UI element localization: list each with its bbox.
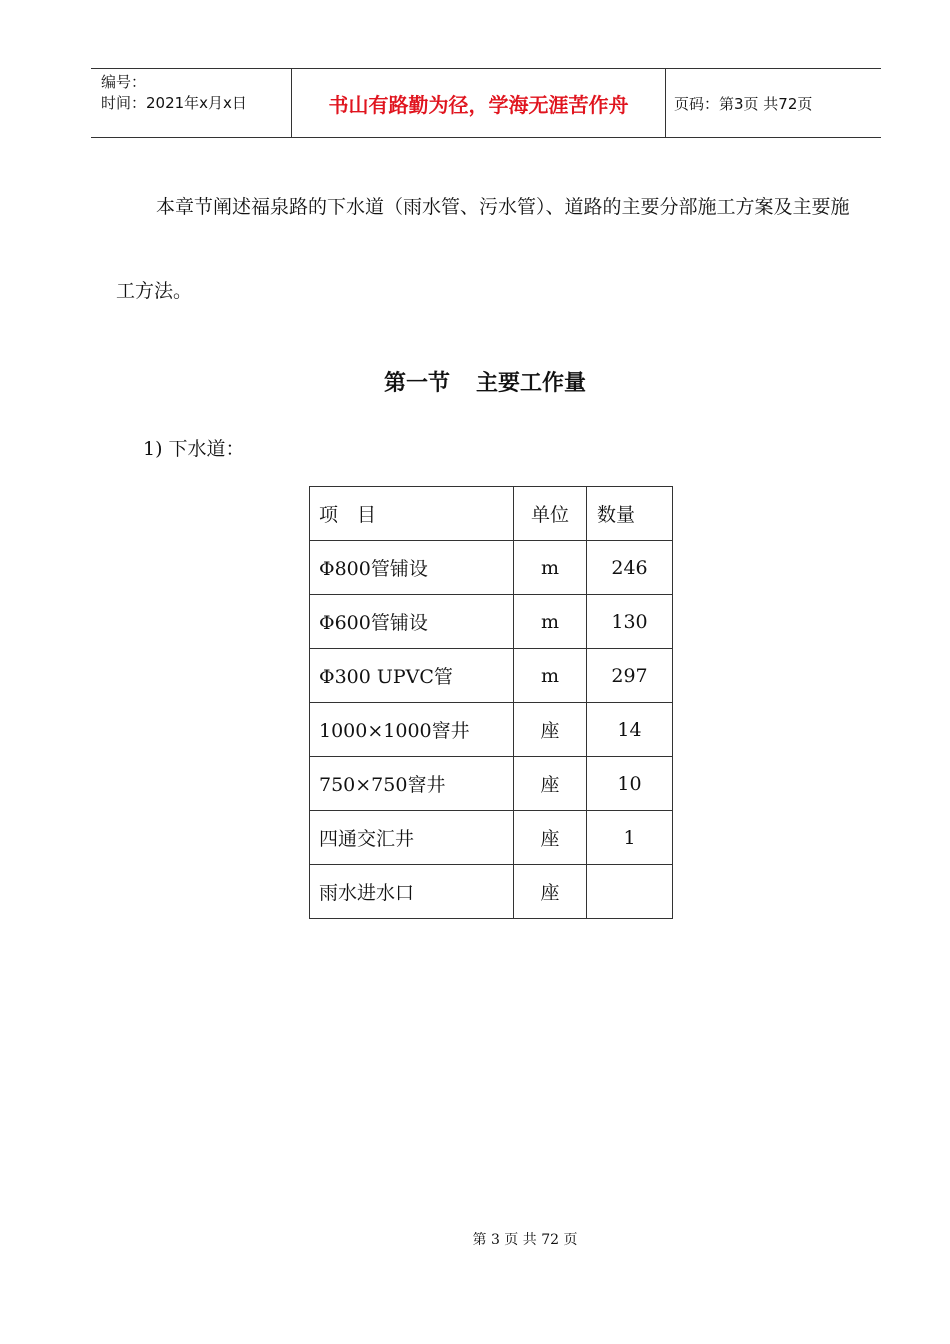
cell-quantity: 10	[587, 757, 673, 811]
table-row	[310, 811, 673, 865]
table-row	[310, 865, 673, 919]
cell-quantity	[587, 865, 673, 919]
cell-quantity: 246	[587, 541, 673, 595]
table-row	[310, 757, 673, 811]
quantity-table	[309, 486, 673, 919]
cell-quantity: 297	[587, 649, 673, 703]
intro-paragraph: 本章节阐述福泉路的下水道（雨水管、污水管）、道路的主要分部施工方案及主要施工方法。	[116, 196, 850, 302]
table-row	[310, 595, 673, 649]
header-time: 时间：2021年x月x日	[101, 94, 247, 112]
table-header-row	[310, 487, 673, 541]
cell-unit: 座	[514, 811, 587, 865]
cell-item: 四通交汇井	[310, 811, 514, 865]
table-row	[310, 649, 673, 703]
header-motto: 书山有路勤为径，学海无涯苦作舟	[292, 69, 666, 137]
section-name: 主要工作量	[476, 371, 587, 396]
header-meta	[91, 69, 292, 137]
cell-item: Φ600管铺设	[310, 595, 514, 649]
cell-unit: 座	[514, 703, 587, 757]
header-cell-quantity: 数量	[587, 487, 673, 541]
section-title	[0, 366, 950, 397]
cell-item: 雨水进水口	[310, 865, 514, 919]
subheading: 1) 下水道：	[143, 438, 245, 460]
cell-quantity: 14	[587, 703, 673, 757]
cell-unit: 座	[514, 865, 587, 919]
cell-item: 1000×1000窨井	[310, 703, 514, 757]
cell-item: Φ300 UPVC管	[310, 649, 514, 703]
header-cell-unit: 单位	[514, 487, 587, 541]
cell-unit: m	[514, 649, 587, 703]
page-header	[91, 68, 881, 138]
page-footer: 第 3 页 共 72 页	[472, 1232, 578, 1248]
cell-item: 750×750窨井	[310, 757, 514, 811]
cell-item: Φ800管铺设	[310, 541, 514, 595]
table-row	[310, 541, 673, 595]
cell-unit: m	[514, 595, 587, 649]
table-row	[310, 703, 673, 757]
cell-quantity: 1	[587, 811, 673, 865]
header-page-info: 页码：第3页 共72页	[674, 94, 813, 113]
cell-quantity: 130	[587, 595, 673, 649]
header-number: 编号：	[101, 73, 147, 91]
section-number: 第一节	[383, 371, 450, 396]
cell-unit: m	[514, 541, 587, 595]
header-cell-item: 项 目	[310, 487, 514, 541]
cell-unit: 座	[514, 757, 587, 811]
